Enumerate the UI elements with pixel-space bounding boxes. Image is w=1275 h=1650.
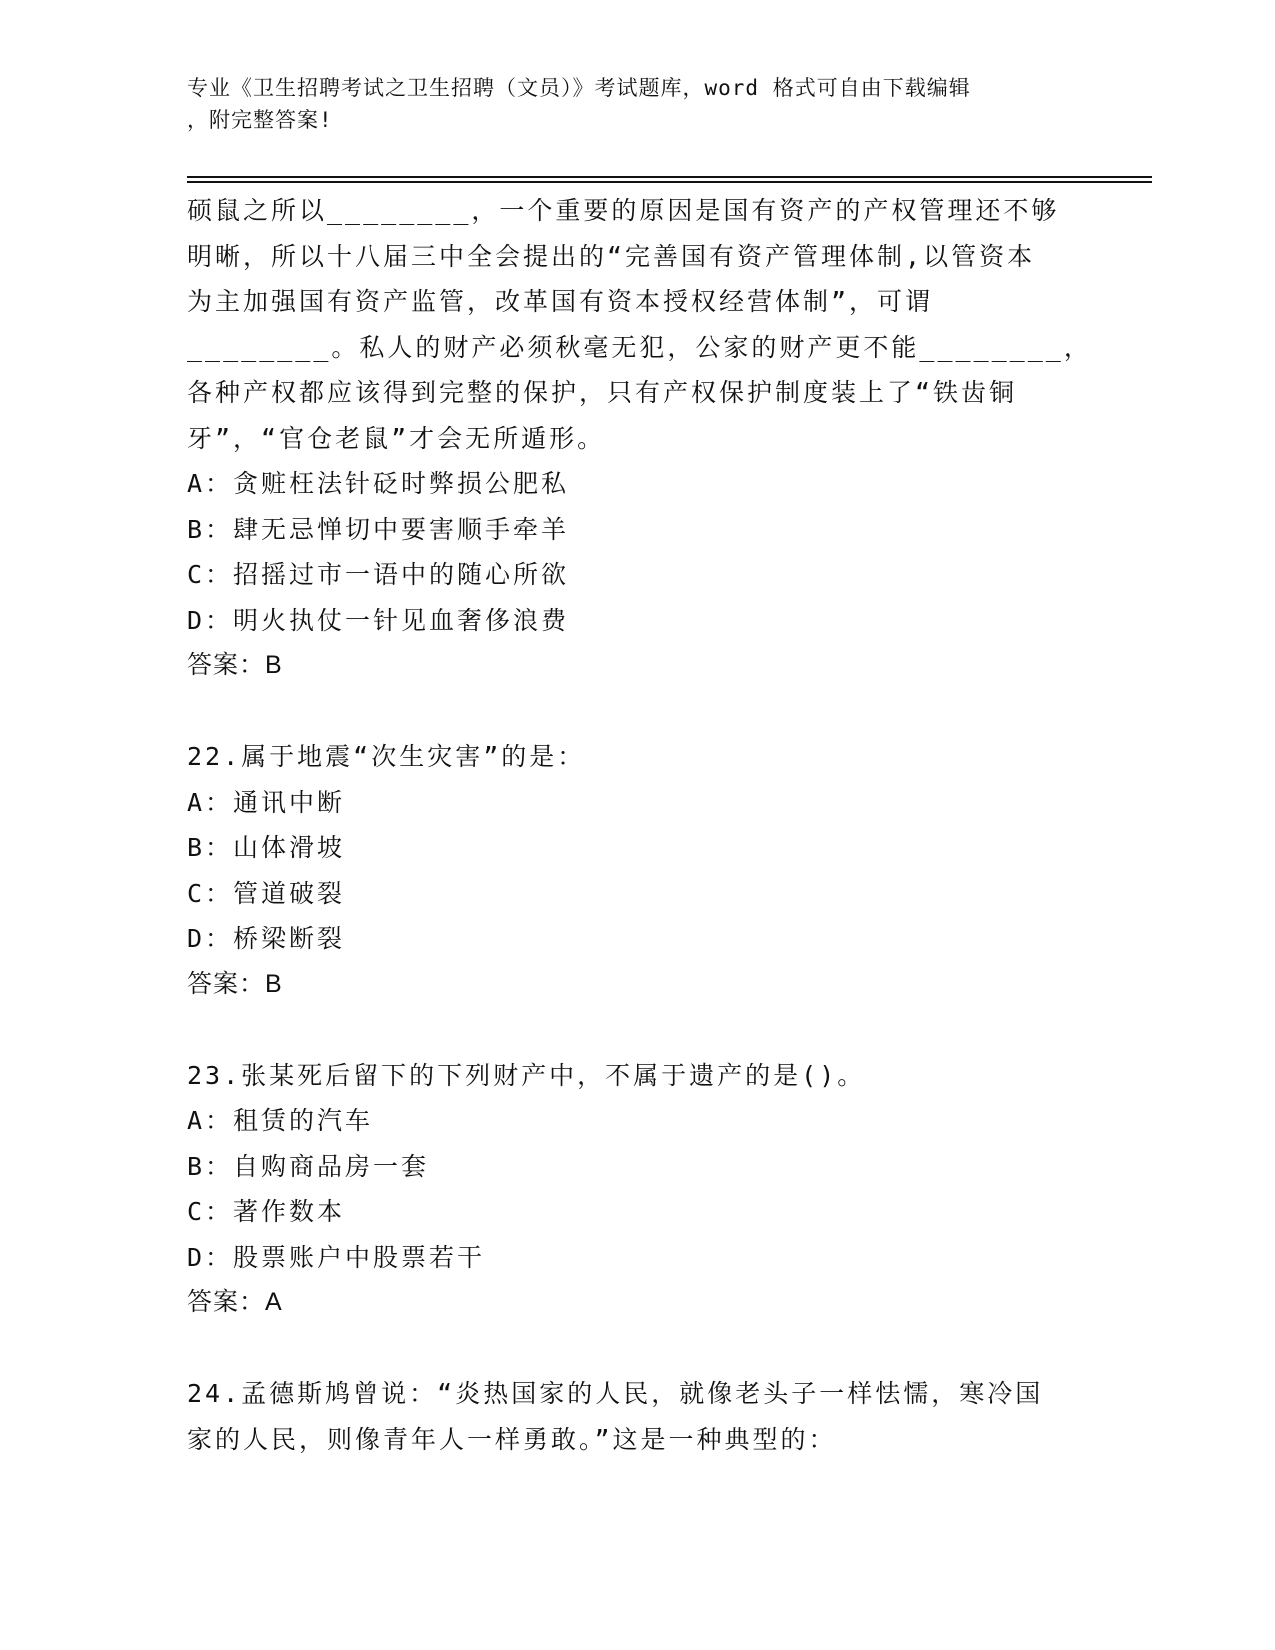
option-a: A：通讯中断 — [187, 787, 346, 817]
header-rule-bottom — [187, 181, 1152, 183]
spacer — [187, 1326, 1087, 1372]
question-21 — [187, 188, 1092, 689]
option-d: D：桥梁断裂 — [187, 924, 346, 953]
question-22 — [187, 734, 1087, 1007]
question-content — [187, 188, 1092, 1462]
question-23 — [187, 1053, 1087, 1326]
question-stem-line: 为主加强国有资产监管，改革国有资本授权经营体制”，可谓 — [187, 287, 934, 316]
question-stem-line: ________。私人的财产必须秋毫无犯，公家的财产更不能________， — [187, 332, 1092, 362]
header-line-1: 专业《卫生招聘考试之卫生招聘（文员）》考试题库，word 格式可自由下载编辑 — [187, 76, 971, 100]
spacer — [187, 689, 1087, 735]
option-a: A：贪赃枉法针砭时弊损公肥私 — [187, 469, 570, 498]
option-d: D：股票账户中股票若干 — [187, 1242, 486, 1272]
option-c: C：招摇过市一语中的随心所欲 — [187, 560, 570, 589]
option-b: B：肆无忌惮切中要害顺手牵羊 — [187, 514, 570, 544]
option-c: C：管道破裂 — [187, 878, 346, 908]
header-line-2: ，附完整答案! — [187, 108, 333, 132]
question-24 — [187, 1371, 1087, 1462]
option-b: B：自购商品房一套 — [187, 1151, 430, 1181]
document-header — [187, 72, 1077, 136]
question-stem-line: 明晰，所以十八届三中全会提出的“完善国有资产管理体制,以管资本 — [187, 241, 1036, 271]
spacer — [187, 1007, 1087, 1053]
option-d: D：明火执仗一针见血奢侈浪费 — [187, 605, 570, 635]
option-a: A：租赁的汽车 — [187, 1106, 374, 1135]
answer-label: 答案：B — [187, 969, 283, 998]
option-c: C：著作数本 — [187, 1197, 346, 1226]
question-stem-line: 各种产权都应该得到完整的保护，只有产权保护制度装上了“铁齿铜 — [187, 378, 1018, 407]
option-b: B：山体滑坡 — [187, 833, 346, 862]
header-rule-top — [187, 176, 1152, 178]
question-stem-line: 牙”，“官仓老鼠”才会无所遁形。 — [187, 423, 606, 453]
question-stem: 23.张某死后留下的下列财产中，不属于遗产的是()。 — [187, 1060, 866, 1090]
question-stem-line: 家的人民，则像青年人一样勇敢。”这是一种典型的： — [187, 1424, 837, 1454]
question-stem-line: 硕鼠之所以________，一个重要的原因是国有资产的产权管理还不够 — [187, 196, 1060, 225]
question-stem: 22.属于地震“次生灾害”的是： — [187, 742, 586, 771]
answer-label: 答案：A — [187, 1288, 283, 1316]
question-stem-line: 24.孟德斯鸠曾说：“炎热国家的人民，就像老头子一样怯懦，寒冷国 — [187, 1379, 1044, 1408]
answer-label: 答案：B — [187, 651, 283, 679]
